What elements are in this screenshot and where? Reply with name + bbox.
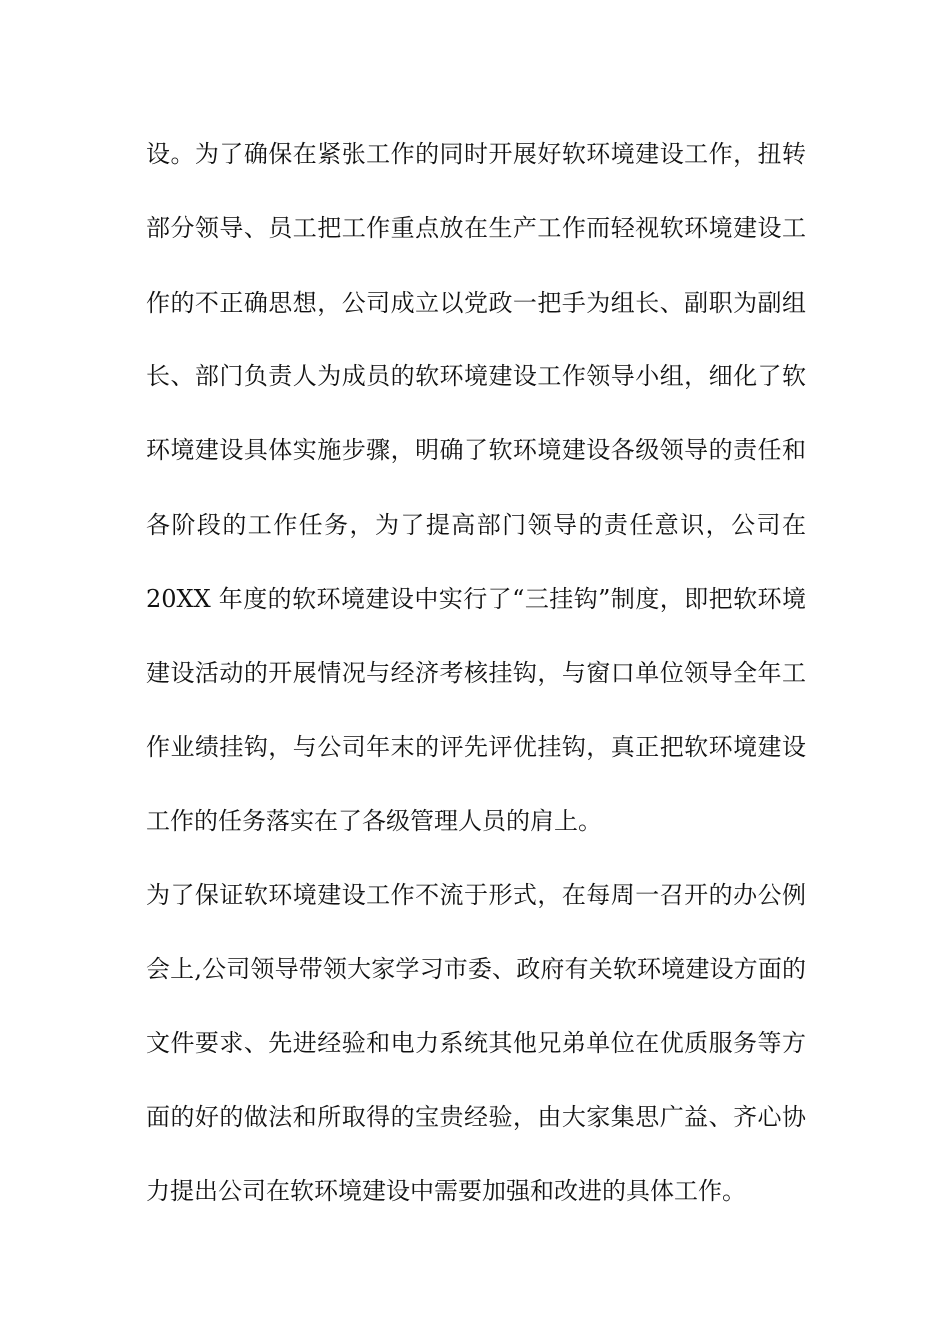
text-line: 工作的任务落实在了各级管理人员的肩上。 bbox=[146, 807, 602, 835]
text-line: 设。为了确保在紧张工作的同时开展好软环境建设工作，扭转 bbox=[146, 140, 806, 168]
text-line: 环境建设具体实施步骤，明确了软环境建设各级领导的责任和 bbox=[146, 436, 806, 464]
text-line: 作业绩挂钩，与公司年末的评先评优挂钩，真正把软环境建设 bbox=[146, 733, 806, 761]
text-line: 面的好的做法和所取得的宝贵经验，由大家集思广益、齐心协 bbox=[146, 1103, 806, 1131]
text-line: 长、部门负责人为成员的软环境建设工作领导小组，细化了软 bbox=[146, 362, 806, 390]
text-line: 部分领导、员工把工作重点放在生产工作而轻视软环境建设工 bbox=[146, 214, 806, 242]
text-line: 各阶段的工作任务，为了提高部门领导的责任意识，公司在 bbox=[146, 511, 806, 539]
text-line: 20XX 年度的软环境建设中实行了“三挂钩”制度，即把软环境 bbox=[146, 585, 806, 613]
text-line: 文件要求、先进经验和电力系统其他兄弟单位在优质服务等方 bbox=[146, 1029, 806, 1057]
text-line: 为了保证软环境建设工作不流于形式，在每周一召开的办公例 bbox=[146, 881, 806, 909]
text-line: 建设活动的开展情况与经济考核挂钩，与窗口单位领导全年工 bbox=[146, 659, 806, 687]
text-line: 作的不正确思想，公司成立以党政一把手为组长、副职为副组 bbox=[146, 289, 806, 317]
text-line: 力提出公司在软环境建设中需要加强和改进的具体工作。 bbox=[146, 1177, 746, 1205]
text-line: 会上,公司领导带领大家学习市委、政府有关软环境建设方面的 bbox=[146, 955, 806, 983]
